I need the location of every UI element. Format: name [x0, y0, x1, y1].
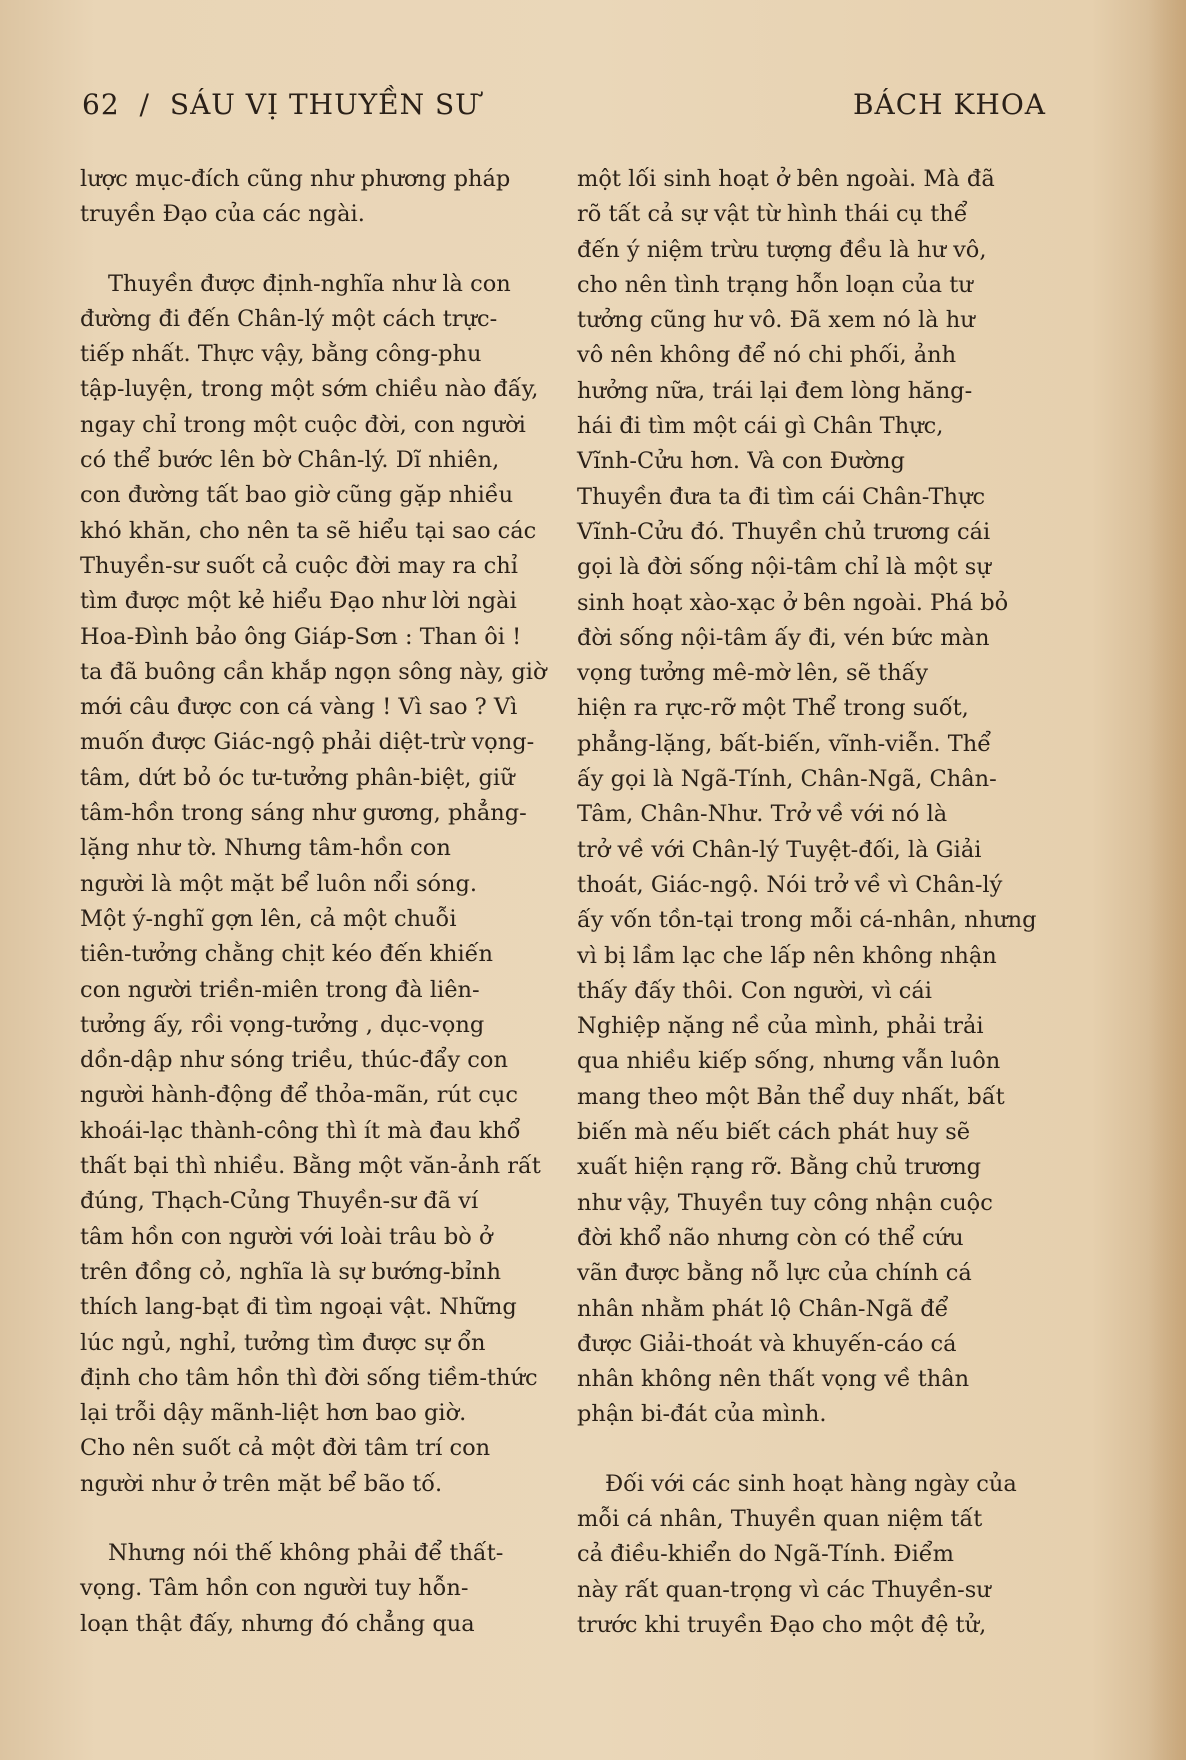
text-line: biến mà nếu biết cách phát huy sẽ [577, 1119, 971, 1146]
text-line: xuất hiện rạng rỡ. Bằng chủ trương [577, 1154, 982, 1181]
text-line: vọng tưởng mê-mờ lên, sẽ thấy [577, 660, 929, 687]
text-line: hưởng nữa, trái lại đem lòng hăng- [577, 377, 973, 404]
text-line: Tâm, Chân-Như. Trở về với nó là [577, 801, 948, 828]
left-column [80, 162, 547, 1642]
text-line: được Giải-thoát và khuyến-cáo cá [577, 1330, 957, 1357]
text-line: Vĩnh-Cửu hơn. Và con Đường [577, 448, 905, 475]
text-line: Thuyền đưa ta đi tìm cái Chân-Thực [577, 483, 986, 510]
text-line: khoái-lạc thành-công thì ít mà đau khổ [80, 1117, 521, 1144]
text-line: Một ý-nghĩ gợn lên, cả một chuỗi [80, 905, 457, 932]
text-line: trở về với Chân-lý Tuyệt-đối, là Giải [577, 836, 982, 863]
text-line: gọi là đời sống nội-tâm chỉ là một sự [577, 554, 991, 581]
text-line: Cho nên suốt cả một đời tâm trí con [80, 1435, 491, 1462]
text-line: sinh hoạt xào-xạc ở bên ngoài. Phá bỏ [577, 589, 1009, 616]
text-line: tâm hồn con người với loài trâu bò ở [80, 1223, 493, 1250]
text-line: mới câu được con cá vàng ! Vì sao ? Vì [80, 694, 518, 721]
paragraph [577, 1467, 1042, 1643]
paragraph [80, 267, 547, 1502]
text-line: qua nhiều kiếp sống, nhưng vẫn luôn [577, 1048, 1001, 1075]
text-line: ấy gọi là Ngã-Tính, Chân-Ngã, Chân- [577, 766, 997, 793]
text-line: lúc ngủ, nghỉ, tưởng tìm được sự ổn [80, 1329, 486, 1356]
text-line: tưởng ấy, rồi vọng-tưởng , dục-vọng [80, 1011, 485, 1038]
text-line: người như ở trên mặt bể bão tố. [80, 1470, 443, 1497]
text-line: tưởng cũng hư vô. Đã xem nó là hư [577, 307, 975, 334]
text-line: mang theo một Bản thể duy nhất, bất [577, 1083, 1005, 1110]
text-line: lược mục-đích cũng như phương pháp [80, 166, 511, 192]
text-line: tiên-tưởng chằng chịt kéo đến khiến [80, 941, 493, 968]
text-line: ngay chỉ trong một cuộc đời, con người [80, 411, 526, 438]
text-line: con người triền-miên trong đà liên- [80, 976, 480, 1003]
paragraph-gap [80, 1502, 535, 1536]
paragraph [80, 162, 535, 233]
text-line: vì bị lầm lạc che lấp nên không nhận [577, 942, 997, 969]
header-left [82, 88, 490, 121]
text-line: nhân nhằm phát lộ Chân-Ngã để [577, 1295, 949, 1322]
text-line: Nghiệp nặng nề của mình, phải trải [577, 1013, 984, 1040]
text-line: Hoa-Đình bảo ông Giáp-Sơn : Than ôi ! [80, 623, 522, 650]
text-line: Thuyền-sư suốt cả cuộc đời may ra chỉ [80, 552, 518, 579]
paragraph-gap [577, 1433, 1042, 1467]
page-header [82, 88, 1046, 121]
text-line: tập-luyện, trong một sớm chiều nào đấy, [80, 376, 539, 403]
text-line: đúng, Thạch-Củng Thuyền-sư đã ví [80, 1188, 479, 1215]
text-line: Đối với các sinh hoạt hàng ngày của [605, 1470, 1017, 1497]
text-line: lại trỗi dậy mãnh-liệt hơn bao giờ. [80, 1400, 467, 1427]
text-line: hiện ra rực-rỡ một Thể trong suốt, [577, 695, 969, 722]
text-line: vọng. Tâm hồn con người tuy hỗn- [80, 1575, 469, 1602]
text-line: Nhưng nói thế không phải để thất- [108, 1539, 504, 1566]
running-title: SÁU VỊ THUYỀN SƯ [169, 88, 480, 121]
text-line: tâm-hồn trong sáng như gương, phẳng- [80, 800, 527, 827]
text-line: dồn-dập như sóng triều, thúc-đẩy con [80, 1047, 508, 1074]
text-line: cho nên tình trạng hỗn loạn của tư [577, 271, 973, 298]
text-line: vô nên không để nó chi phối, ảnh [577, 342, 957, 369]
text-line: người hành-động để thỏa-mãn, rút cục [80, 1082, 518, 1109]
text-line: như vậy, Thuyền tuy công nhận cuộc [577, 1189, 993, 1216]
text-line: nhân không nên thất vọng về thân [577, 1366, 970, 1393]
text-line: truyền Đạo của các ngài. [80, 201, 365, 228]
text-line: có thể bước lên bờ Chân-lý. Dĩ nhiên, [80, 447, 500, 474]
text-line: tiếp nhất. Thực vậy, bằng công-phu [80, 341, 482, 368]
text-line: phận bi-đát của mình. [577, 1401, 827, 1428]
text-line: ấy vốn tồn-tại trong mỗi cá-nhân, nhưng [577, 907, 1037, 934]
page-edge-shadow [1148, 0, 1186, 1760]
paragraph [80, 1536, 535, 1642]
text-line: đến ý niệm trừu tượng đều là hư vô, [577, 236, 987, 263]
text-line: thoát, Giác-ngộ. Nói trở về vì Chân-lý [577, 871, 1003, 898]
right-column [577, 162, 1042, 1643]
text-line: Vĩnh-Cửu đó. Thuyền chủ trương cái [577, 518, 991, 545]
text-line: thất bại thì nhiều. Bằng một văn-ảnh rất [80, 1153, 541, 1180]
text-line: cả điều-khiển do Ngã-Tính. Điểm [577, 1541, 954, 1568]
text-line: này rất quan-trọng vì các Thuyền-sư [577, 1576, 991, 1603]
text-line: trước khi truyền Đạo cho một đệ tử, [577, 1611, 987, 1638]
text-line: đường đi đến Chân-lý một cách trực- [80, 305, 498, 332]
paragraph [577, 162, 1042, 1433]
paragraph-gap [80, 233, 535, 267]
text-line: định cho tâm hồn thì đời sống tiềm-thức [80, 1364, 538, 1391]
text-line: mỗi cá nhân, Thuyền quan niệm tất [577, 1505, 983, 1532]
text-line: phẳng-lặng, bất-biến, vĩnh-viễn. Thể [577, 730, 992, 757]
text-line: đời khổ não nhưng còn có thể cứu [577, 1224, 964, 1251]
header-separator: / [139, 88, 150, 121]
text-line: vãn được bằng nỗ lực của chính cá [577, 1260, 972, 1287]
text-line: con đường tất bao giờ cũng gặp nhiều [80, 482, 514, 509]
publication-name: BÁCH KHOA [852, 88, 1046, 121]
page-number: 62 [82, 88, 120, 121]
text-line: thấy đấy thôi. Con người, vì cái [577, 977, 932, 1004]
text-line: ta đã buông cần khắp ngọn sông này, giờ [80, 658, 547, 685]
text-line: tìm được một kẻ hiểu Đạo như lời ngài [80, 588, 517, 615]
text-line: Thuyền được định-nghĩa như là con [108, 270, 511, 297]
text-line: tâm, dứt bỏ óc tư-tưởng phân-biệt, giữ [80, 764, 515, 791]
text-line: một lối sinh hoạt ở bên ngoài. Mà đã [577, 166, 995, 192]
text-line: đời sống nội-tâm ấy đi, vén bức màn [577, 624, 990, 651]
text-line: trên đồng cỏ, nghĩa là sự bướng-bỉnh [80, 1258, 502, 1285]
text-line: loạn thật đấy, nhưng đó chẳng qua [80, 1610, 475, 1637]
text-line: thích lang-bạt đi tìm ngoại vật. Những [80, 1294, 517, 1321]
text-line: muốn được Giác-ngộ phải diệt-trừ vọng- [80, 729, 535, 756]
text-line: người là một mặt bể luôn nổi sóng. [80, 870, 478, 897]
text-line: hái đi tìm một cái gì Chân Thực, [577, 413, 944, 440]
text-line: khó khăn, cho nên ta sẽ hiểu tại sao các [80, 517, 537, 544]
text-line: lặng như tờ. Nhưng tâm-hồn con [80, 835, 451, 862]
text-line: rõ tất cả sự vật từ hình thái cụ thể [577, 201, 968, 228]
